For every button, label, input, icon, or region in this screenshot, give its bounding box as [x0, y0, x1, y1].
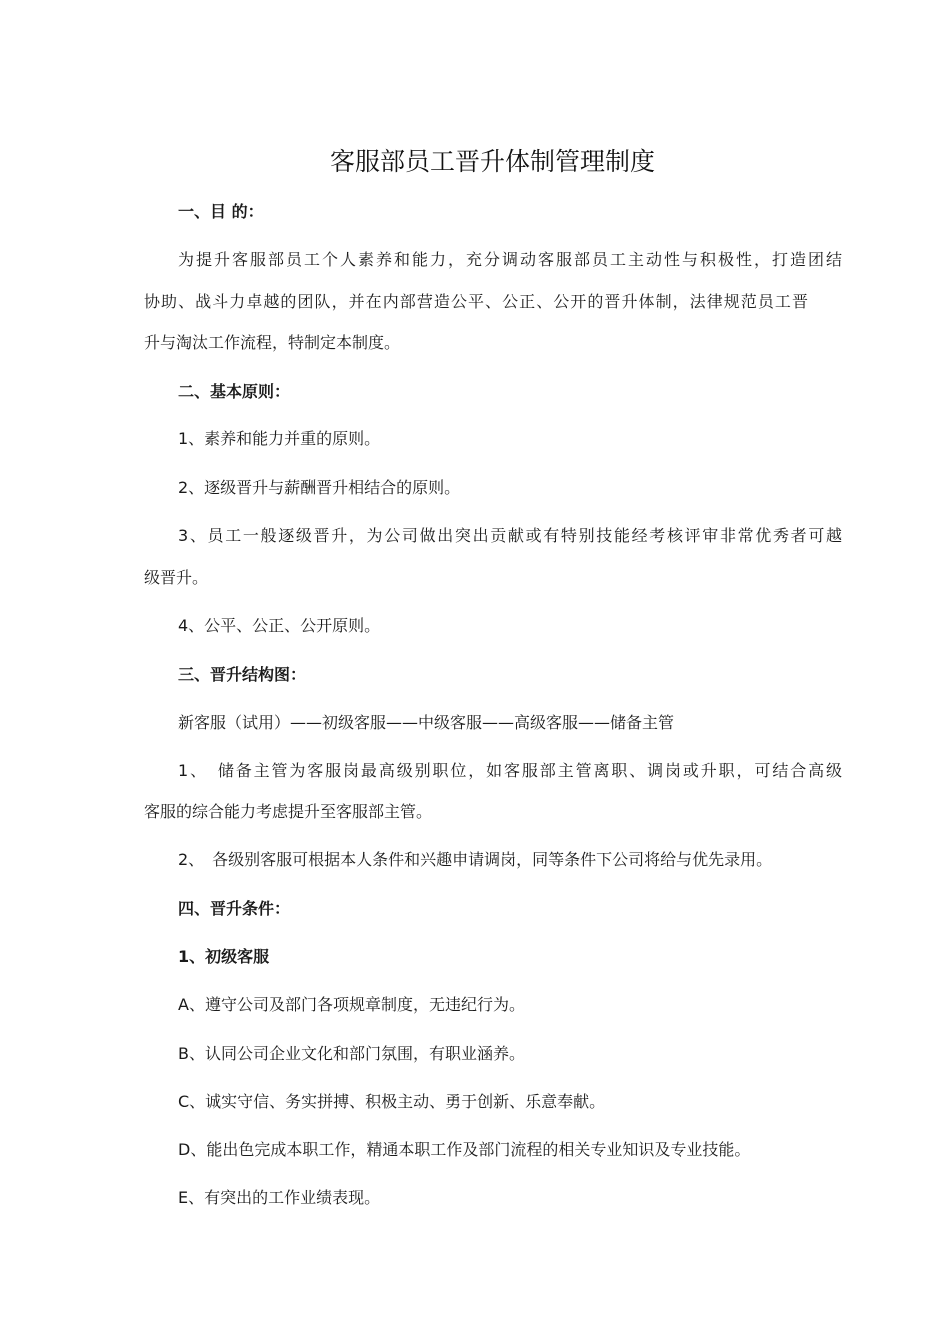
list-item-continuation: 客服的综合能力考虑提升至客服部主管。: [144, 802, 433, 821]
list-item: B、认同公司企业文化和部门氛围，有职业涵养。: [178, 1044, 525, 1063]
section-heading-principles: 二、基本原则：: [178, 382, 291, 401]
promotion-path: 新客服（试用）——初级客服——中级客服——高级客服——储备主管: [178, 713, 675, 732]
list-item: C、诚实守信、务实拼搏、积极主动、勇于创新、乐意奉献。: [178, 1092, 606, 1111]
list-item: 3、员工一般逐级晋升，为公司做出突出贡献或有特别技能经考核评审非常优秀者可越: [178, 526, 842, 545]
list-item: 1、素养和能力并重的原则。: [178, 429, 381, 448]
section-heading-structure: 三、晋升结构图：: [178, 665, 307, 684]
list-item-continuation: 级晋升。: [144, 568, 209, 587]
list-item: 1、 储备主管为客服岗最高级别职位，如客服部主管离职、调岗或升职，可结合高级: [178, 761, 842, 780]
paragraph-line: 协助、战斗力卓越的团队，并在内部营造公平、公正、公开的晋升体制，法律规范员工晋: [144, 292, 808, 311]
list-item: 2、 各级别客服可根据本人条件和兴趣申请调岗，同等条件下公司将给与优先录用。: [178, 850, 773, 869]
list-item: E、有突出的工作业绩表现。: [178, 1188, 381, 1207]
paragraph-line: 升与淘汰工作流程，特制定本制度。: [144, 333, 401, 352]
list-item: D、能出色完成本职工作，精通本职工作及部门流程的相关专业知识及专业技能。: [178, 1140, 751, 1159]
section-heading-purpose: 一、目 的：: [178, 202, 264, 221]
paragraph-line: 为提升客服部员工个人素养和能力，充分调动客服部员工主动性与积极性，打造团结: [178, 250, 842, 269]
list-item: 4、公平、公正、公开原则。: [178, 616, 381, 635]
section-heading-conditions: 四、晋升条件：: [178, 899, 291, 918]
document-title: 客服部员工晋升体制管理制度: [329, 147, 655, 176]
list-item: A、遵守公司及部门各项规章制度，无违纪行为。: [178, 995, 525, 1014]
list-item: 2、逐级晋升与薪酬晋升相结合的原则。: [178, 478, 461, 497]
subsection-heading: 1、初级客服: [178, 947, 270, 966]
